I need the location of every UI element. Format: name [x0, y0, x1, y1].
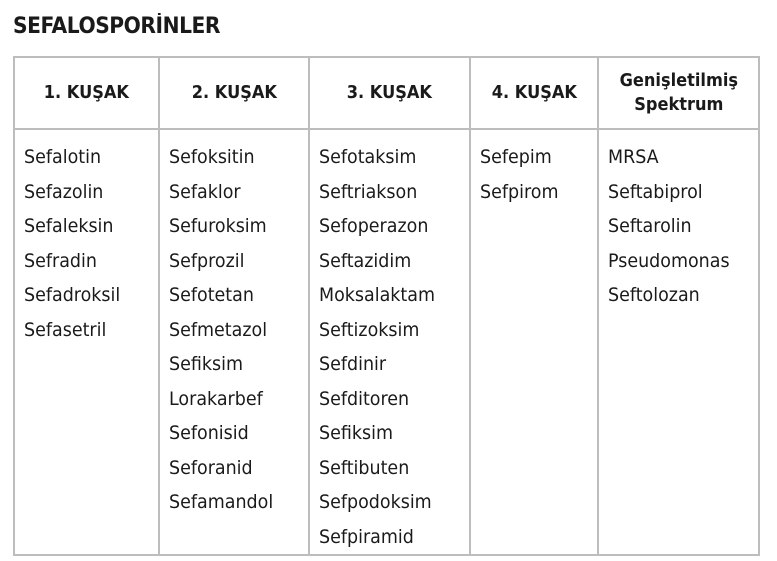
drug-name: Sefotetan — [169, 284, 254, 306]
drug-name: Sefepim — [480, 146, 552, 168]
drug-name: Sefpodoksim — [319, 491, 432, 513]
column-header-line: Spektrum — [633, 94, 724, 115]
column-cell-1 — [14, 129, 159, 555]
drug-name: Sefotaksim — [319, 146, 417, 168]
drug-name: Seftolozan — [608, 284, 700, 306]
drug-name: Sefoperazon — [319, 215, 429, 237]
drug-name: Seftriakson — [319, 180, 418, 203]
drug-name: Moksalaktam — [319, 284, 436, 306]
drug-name: Sefazolin — [24, 180, 104, 203]
column-cell-3 — [309, 129, 470, 555]
drug-name: Sefiksim — [319, 422, 393, 444]
drug-name: Sefaleksin — [24, 215, 114, 237]
header-row — [14, 57, 759, 129]
column-header-text — [347, 81, 432, 105]
column-header-3 — [309, 57, 470, 129]
column-header-1 — [14, 57, 159, 129]
drug-name: Sefiksim — [169, 353, 243, 375]
column-header-line: 3. KUŞAK — [346, 82, 433, 103]
drug-name: Seforanid — [169, 456, 253, 479]
drug-name: Sefadroksil — [24, 284, 121, 306]
column-header-5 — [598, 57, 759, 129]
column-header-text — [619, 69, 737, 117]
column-header-line: 4. KUŞAK — [491, 82, 577, 103]
drug-name: Seftizoksim — [319, 318, 420, 341]
drug-name: Pseudomonas — [608, 249, 730, 272]
column-header-2 — [159, 57, 309, 129]
column-header-text — [44, 81, 129, 105]
column-header-line: 2. KUŞAK — [191, 82, 277, 103]
drug-name: Sefditoren — [319, 387, 410, 410]
drug-name: Seftarolin — [608, 215, 692, 237]
body-row — [14, 129, 759, 555]
drug-name: Sefamandol — [169, 491, 274, 513]
drug-name: Seftibuten — [319, 456, 410, 479]
page-title: SEFALOSPORİNLER — [13, 14, 221, 39]
drug-name: Sefradin — [24, 249, 97, 272]
drug-name: Lorakarbef — [169, 387, 263, 410]
drug-name: Sefuroksim — [169, 215, 267, 237]
column-header-line: Genişletilmiş — [619, 70, 738, 91]
cephalosporin-table — [13, 56, 760, 556]
column-cell-2 — [159, 129, 309, 555]
drug-name: Sefonisid — [169, 422, 249, 444]
drug-name: Sefdinir — [319, 353, 387, 375]
drug-name: Sefaklor — [169, 180, 241, 203]
column-cell-5 — [598, 129, 759, 555]
drug-name: Sefasetril — [24, 318, 107, 341]
drug-name: Seftazidim — [319, 249, 412, 272]
column-header-text — [491, 81, 576, 105]
column-header-4 — [470, 57, 598, 129]
drug-name: MRSA — [608, 146, 659, 168]
column-cell-4 — [470, 129, 598, 555]
drug-name: Sefalotin — [24, 146, 102, 168]
drug-name: Sefpiramid — [319, 525, 414, 548]
drug-name: Seftabiprol — [608, 180, 703, 203]
drug-name: Sefmetazol — [169, 318, 268, 341]
column-header-line: 1. KUŞAK — [43, 82, 130, 103]
drug-name: Sefoksitin — [169, 146, 255, 168]
drug-name: Sefpirom — [480, 180, 559, 203]
drug-name: Sefprozil — [169, 249, 245, 272]
column-header-text — [191, 81, 276, 105]
